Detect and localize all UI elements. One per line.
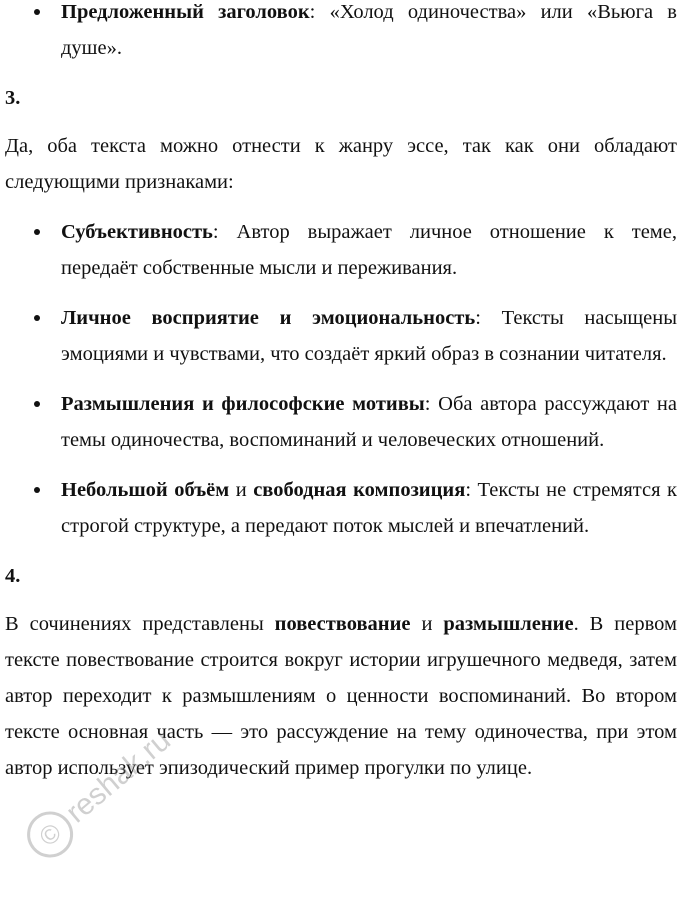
watermark-text: reshak.ru — [59, 723, 177, 830]
text: и — [410, 613, 444, 635]
item-title: Субъективность — [61, 221, 213, 243]
copyright-icon: © — [18, 802, 83, 867]
section-paragraph — [5, 606, 677, 786]
item-title: Предложенный заголовок — [61, 1, 310, 23]
list-item — [5, 300, 677, 372]
bullet-icon — [34, 315, 40, 321]
list-item — [5, 472, 677, 544]
item-title: Размышления и философские мотивы — [61, 393, 425, 415]
list-item — [5, 0, 677, 66]
item-text: : Оба автора рассуждают на темы одиночества, воспоминаний и человеческих отношений. — [61, 393, 677, 451]
section-number: 3. — [5, 87, 21, 109]
bullet-icon — [34, 229, 40, 235]
section-number: 4. — [5, 565, 21, 587]
bullet-icon — [34, 487, 40, 493]
term: повествование — [274, 613, 411, 635]
item-title: Личное восприятие и эмоциональность — [61, 307, 476, 329]
document-page — [5, 0, 677, 786]
list-item — [5, 386, 677, 458]
text: . В первом тексте повествование строится вокруг истории игрушечного медведя, затем автор переходит к размышлениям о ценности воспоминаний. Во втором тексте основная часть — это рассуждение на тему одиночества, при этом автор использует эпизодический пример прогулки по улице. — [5, 613, 677, 779]
section-intro: Да, оба текста можно отнести к жанру эссе, так как они обладают следующими признаками: — [5, 135, 677, 193]
item-text: : Тексты насыщены эмоциями и чувствами, что создаёт яркий образ в сознании читателя. — [61, 307, 677, 365]
item-text: : Автор выражает личное отношение к теме, передаёт собственные мысли и переживания. — [61, 221, 677, 279]
item-text: : Тексты не стремятся к строгой структуре, а передают поток мыслей и впечатлений. — [61, 479, 677, 537]
bullet-icon — [34, 401, 40, 407]
item-title: Небольшой объём — [61, 479, 230, 501]
item-text: и — [229, 479, 254, 501]
item-title: свободная композиция — [253, 479, 466, 501]
term: размышление — [443, 613, 574, 635]
item-text: : «Холод одиночества» или «Вьюга в душе». — [61, 1, 677, 59]
bullet-icon — [34, 9, 40, 15]
text: В сочинениях представлены — [5, 613, 275, 635]
list-item — [5, 214, 677, 286]
